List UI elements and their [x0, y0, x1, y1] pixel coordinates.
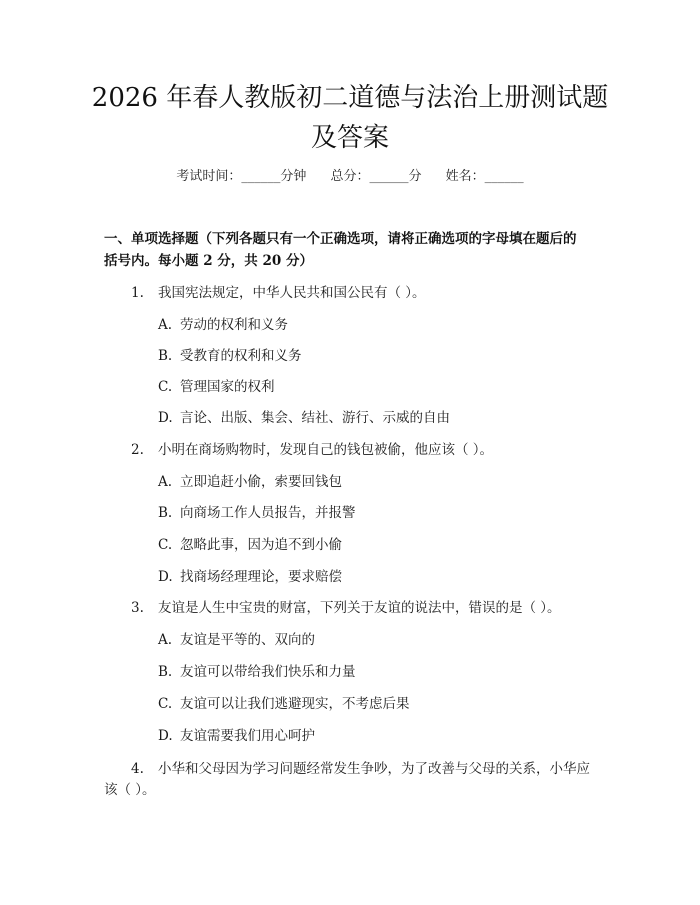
option-text: 管理国家的权利 [180, 379, 275, 395]
question-3-option-d [158, 726, 315, 746]
exam-time-field: 考试时间：______分钟 [176, 169, 307, 184]
question-3-option-a [158, 630, 315, 650]
option-text: 受教育的权利和义务 [180, 348, 302, 364]
question-2-option-b [158, 503, 356, 523]
question-4-text-line-1: 小华和父母因为学习问题经常发生争吵，为了改善与父母的关系，小华应 [158, 761, 590, 777]
option-letter: C. [158, 537, 173, 553]
option-letter: D. [158, 569, 173, 585]
question-2-option-d [158, 567, 342, 587]
question-3-option-b [158, 662, 356, 682]
question-3-text: 友谊是人生中宝贵的财富，下列关于友谊的说法中，错误的是（ ）。 [158, 600, 561, 616]
question-1-text: 我国宪法规定，中华人民共和国公民有（ ）。 [158, 285, 426, 301]
question-1-option-b [158, 346, 302, 366]
option-letter: A. [158, 632, 173, 648]
option-letter: A. [158, 474, 173, 490]
question-4-text-line-2: 该（ ）。 [104, 782, 156, 798]
document-title-line-1: 2026 年春人教版初二道德与法治上册测试题 [91, 83, 609, 113]
option-letter: D. [158, 410, 173, 426]
question-1-option-d [158, 408, 450, 428]
option-text: 友谊需要我们用心呵护 [180, 728, 315, 744]
question-2-option-c [158, 535, 342, 555]
question-1-option-a [158, 315, 288, 335]
exam-meta [0, 168, 700, 186]
student-name-field: 姓名：______ [445, 169, 524, 184]
option-letter: B. [158, 664, 173, 680]
option-text: 立即追赶小偷，索要回钱包 [180, 474, 342, 490]
option-text: 向商场工作人员报告，并报警 [180, 505, 356, 521]
option-text: 友谊可以让我们逃避现实，不考虑后果 [180, 696, 410, 712]
option-letter: D. [158, 728, 173, 744]
option-letter: B. [158, 505, 173, 521]
option-text: 言论、出版、集会、结社、游行、示威的自由 [180, 410, 450, 426]
option-text: 友谊是平等的、双向的 [180, 632, 315, 648]
question-3-number: 3. [131, 600, 144, 616]
option-letter: A. [158, 317, 173, 333]
exam-score-field: 总分：______分 [330, 169, 422, 184]
question-2-option-a [158, 472, 342, 492]
question-2-number: 2. [131, 442, 144, 458]
option-text: 忽略此事，因为追不到小偷 [180, 537, 342, 553]
option-text: 劳动的权利和义务 [180, 317, 288, 333]
option-text: 友谊可以带给我们快乐和力量 [180, 664, 356, 680]
question-4-number: 4. [131, 761, 144, 777]
question-1-option-c [158, 377, 275, 397]
option-letter: C. [158, 696, 173, 712]
question-1-number: 1. [131, 285, 144, 301]
question-2-text: 小明在商场购物时，发现自己的钱包被偷，他应该（ ）。 [158, 442, 494, 458]
question-3-option-c [158, 694, 410, 714]
option-letter: B. [158, 348, 173, 364]
section-heading-line-2: 括号内。每小题 2 分，共 20 分） [104, 253, 313, 269]
section-heading-line-1: 一、单项选择题（下列各题只有一个正确选项，请将正确选项的字母填在题后的 [104, 231, 577, 247]
document-title-line-2: 及答案 [310, 123, 389, 153]
option-letter: C. [158, 379, 173, 395]
option-text: 找商场经理理论，要求赔偿 [180, 569, 342, 585]
